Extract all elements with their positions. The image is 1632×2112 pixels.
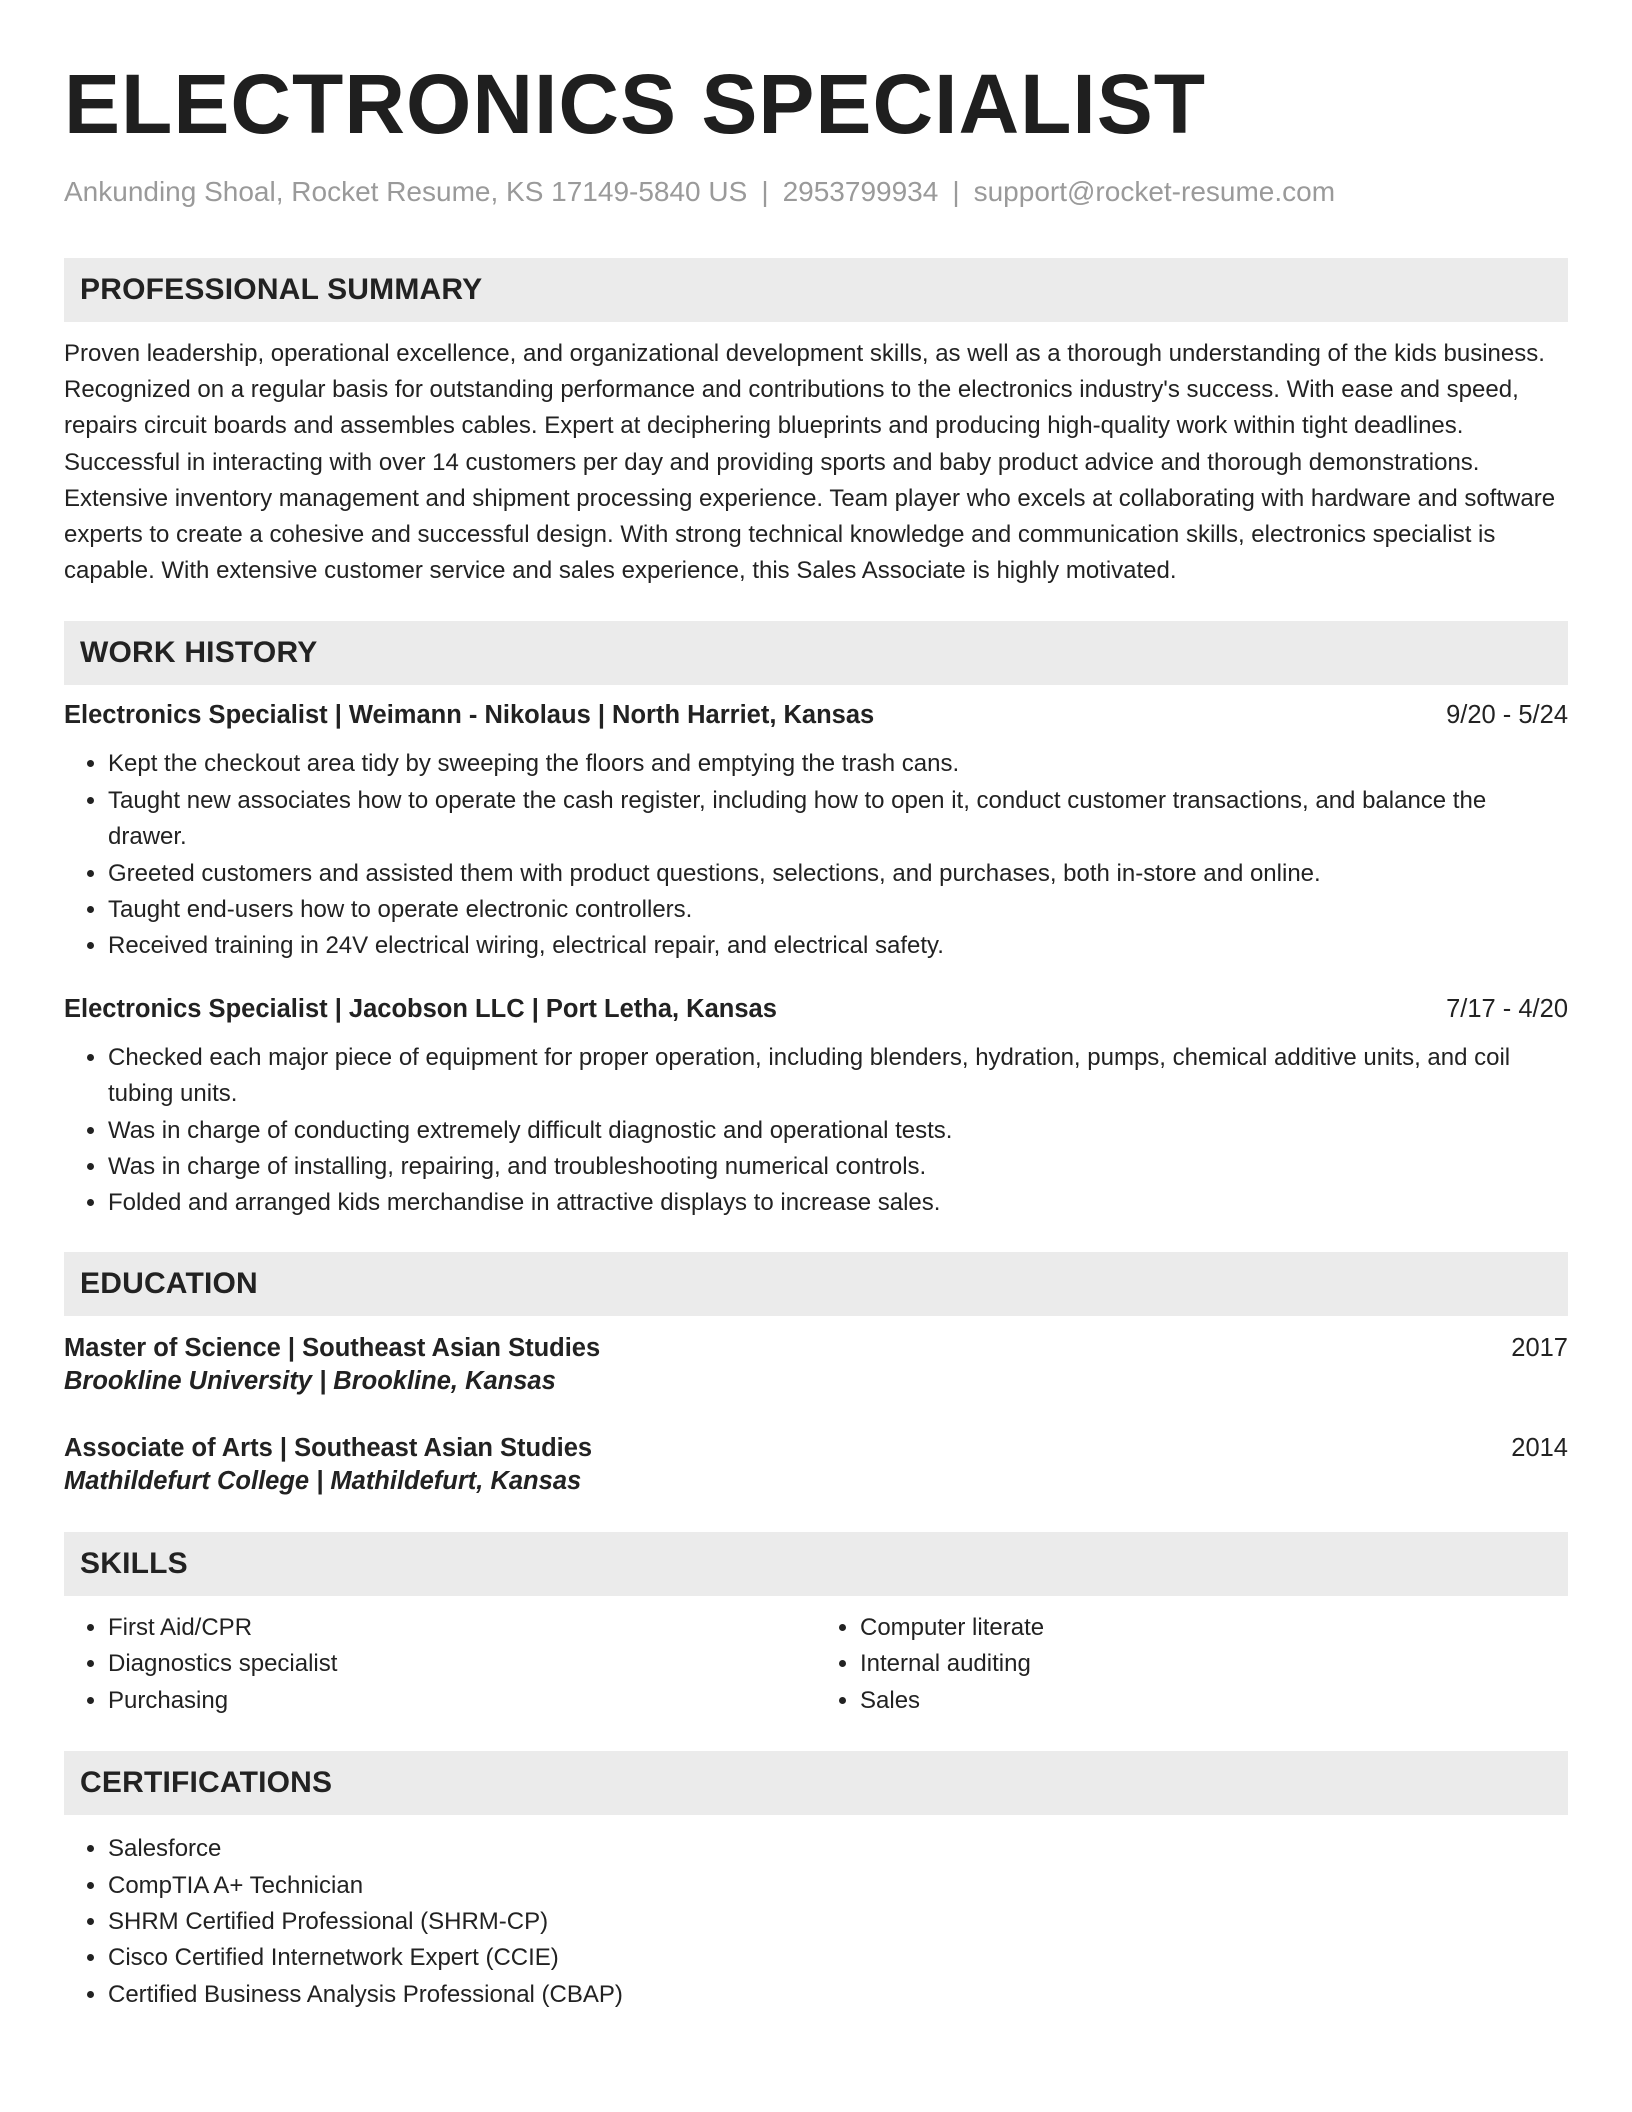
section-header-certifications: CERTIFICATIONS xyxy=(64,1751,1568,1815)
section-header-education: EDUCATION xyxy=(64,1252,1568,1316)
certifications-list xyxy=(64,1831,1568,2013)
summary-text: Proven leadership, operational excellence, and organizational development skills, as well as a thorough understanding of the kids business. Recognized on a regular basis for outstanding performance and contributions to the electronics industry's success. With ease and speed, repairs circuit boards and assembles cables. Expert at deciphering blueprints and producing high-quality work within tight deadlines. Successful in interacting with over 14 customers per day and providing sports and baby product advice and thorough demonstrations. Extensive inventory management and shipment processing experience. Team player who excels at collaborating with hardware and software experts to create a cohesive and successful design. With strong technical knowledge and communication skills, electronics specialist is capable. With extensive customer service and sales experience, this Sales Associate is highly motivated. xyxy=(64,340,1556,585)
contact-separator: | xyxy=(761,176,769,207)
job-dates: 7/17 - 4/20 xyxy=(1446,994,1568,1023)
skills-column-left xyxy=(64,1610,816,1719)
contact-line xyxy=(64,176,1568,208)
job-bullet: • Taught end-users how to operate electronic controllers. xyxy=(108,892,1568,928)
skill-item: • Internal auditing xyxy=(860,1646,1568,1682)
contact-address: Ankunding Shoal, Rocket Resume, KS 17149-5840 US xyxy=(64,176,748,207)
education-degree: Associate of Arts | Southeast Asian Studies xyxy=(64,1433,593,1462)
skill-item: • Diagnostics specialist xyxy=(108,1646,816,1682)
education-year: 2017 xyxy=(1511,1333,1568,1362)
contact-email: support@rocket-resume.com xyxy=(973,176,1336,207)
certification-item: • SHRM Certified Professional (SHRM-CP) xyxy=(108,1904,1568,1940)
job-header xyxy=(64,701,1568,730)
job-bullet: • Was in charge of installing, repairing, and troubleshooting numerical controls. xyxy=(108,1149,1568,1185)
job-bullet: • Folded and arranged kids merchandise in attractive displays to increase sales. xyxy=(108,1185,1568,1221)
certification-item: • CompTIA A+ Technician xyxy=(108,1868,1568,1904)
skill-item: • Purchasing xyxy=(108,1683,816,1719)
job-title: Electronics Specialist | Weimann - Nikolaus | North Harriet, Kansas xyxy=(64,701,875,730)
skill-item: • Sales xyxy=(860,1683,1568,1719)
contact-phone: 2953799934 xyxy=(782,176,939,207)
education-year: 2014 xyxy=(1511,1433,1568,1462)
certification-item: • Certified Business Analysis Professional (CBAP) xyxy=(108,1977,1568,2013)
skill-item: • First Aid/CPR xyxy=(108,1610,816,1646)
certification-item: • Cisco Certified Internetwork Expert (CCIE) xyxy=(108,1940,1568,1976)
education-school: Brookline University | Brookline, Kansas xyxy=(64,1366,556,1395)
contact-separator: | xyxy=(952,176,960,207)
skill-item: • Computer literate xyxy=(860,1610,1568,1646)
skills-column-right xyxy=(816,1610,1568,1719)
job-bullet: • Was in charge of conducting extremely difficult diagnostic and operational tests. xyxy=(108,1113,1568,1149)
education-school: Mathildefurt College | Mathildefurt, Kansas xyxy=(64,1466,582,1495)
skills-grid xyxy=(64,1610,1568,1719)
job-dates: 9/20 - 5/24 xyxy=(1446,701,1568,730)
education-degree: Master of Science | Southeast Asian Studies xyxy=(64,1333,601,1362)
job-title: Electronics Specialist | Jacobson LLC | Port Letha, Kansas xyxy=(64,994,777,1023)
education-entry xyxy=(64,1434,1568,1496)
section-header-work-history: WORK HISTORY xyxy=(64,621,1568,685)
section-header-summary: PROFESSIONAL SUMMARY xyxy=(64,258,1568,322)
job-bullet: • Checked each major piece of equipment for proper operation, including blenders, hydration, pumps, chemical additive units, and coil tubing units. xyxy=(108,1040,1568,1113)
job-bullets xyxy=(64,746,1568,964)
candidate-name: ELECTRONICS SPECIALIST xyxy=(64,57,1207,151)
job-bullet: • Greeted customers and assisted them with product questions, selections, and purchases, both in-store and online. xyxy=(108,856,1568,892)
job-header xyxy=(64,995,1568,1024)
job-bullet: • Kept the checkout area tidy by sweeping the floors and emptying the trash cans. xyxy=(108,746,1568,782)
education-header xyxy=(64,1434,1568,1463)
education-entry xyxy=(64,1334,1568,1396)
job-entry xyxy=(64,995,1568,1222)
certification-item: • Salesforce xyxy=(108,1831,1568,1867)
job-bullet: • Received training in 24V electrical wiring, electrical repair, and electrical safety. xyxy=(108,928,1568,964)
job-entry xyxy=(64,701,1568,964)
section-header-skills: SKILLS xyxy=(64,1532,1568,1596)
job-bullets xyxy=(64,1040,1568,1222)
job-bullet: • Taught new associates how to operate the cash register, including how to open it, conduct customer transactions, and balance the drawer. xyxy=(108,783,1568,856)
education-header xyxy=(64,1334,1568,1363)
